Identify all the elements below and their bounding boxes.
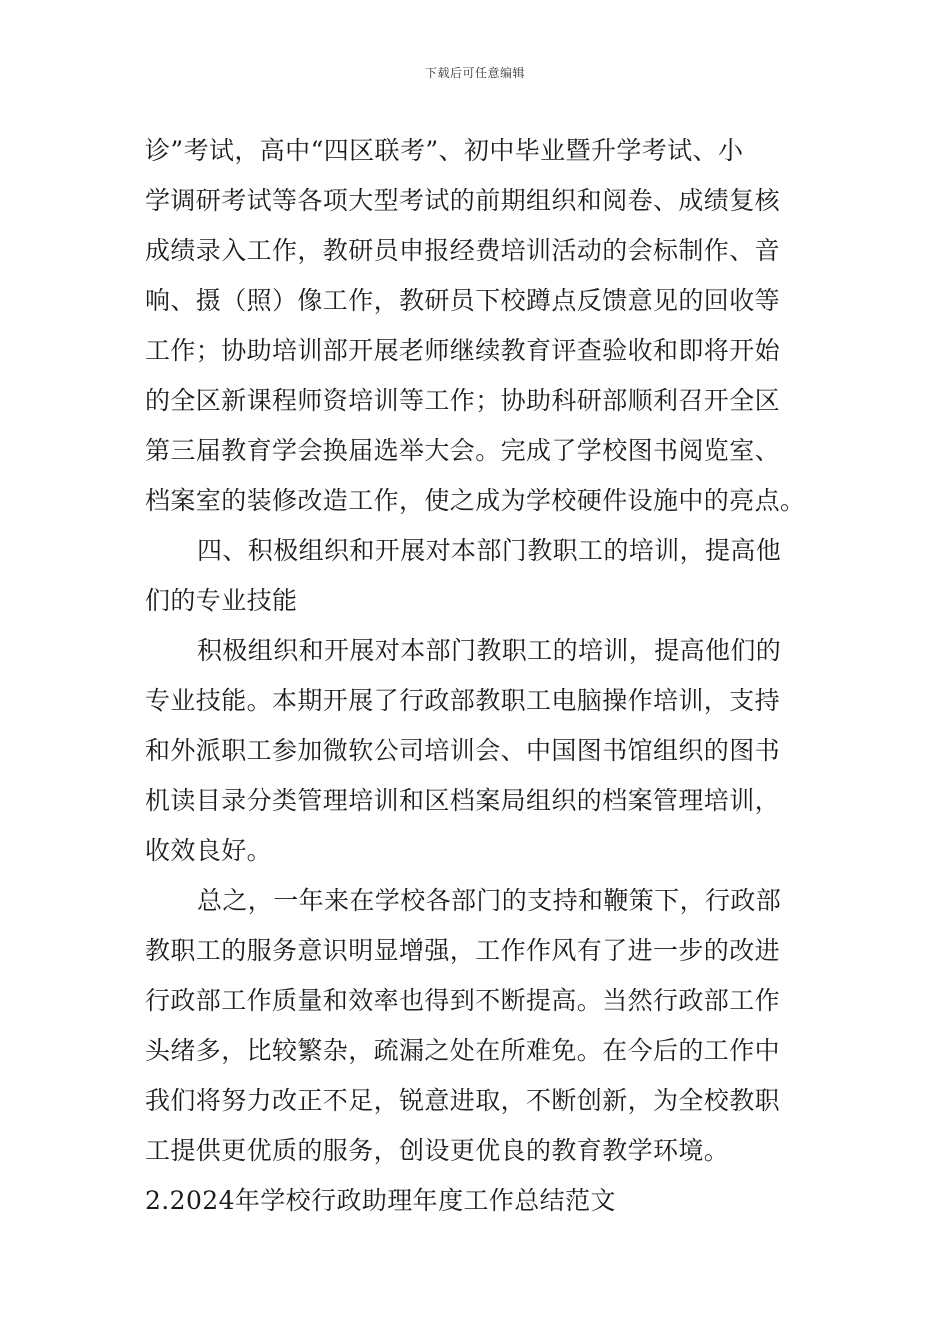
text-line: 收效良好。 — [145, 836, 273, 865]
text-line: 积极组织和开展对本部门教职工的培训，提高他们的 — [197, 636, 782, 665]
text-line: 档案室的装修改造工作，使之成为学校硬件设施中的亮点。 — [145, 486, 806, 515]
text-line: 专业技能。本期开展了行政部教职工电脑操作培训，支持 — [145, 686, 781, 715]
text-line: 的全区新课程师资培训等工作；协助科研部顺利召开全区 — [145, 386, 781, 415]
text-line: 成绩录入工作，教研员申报经费培训活动的会标制作、音 — [145, 236, 781, 265]
text-line: 总之，一年来在学校各部门的支持和鞭策下，行政部 — [197, 886, 782, 915]
text-line: 机读目录分类管理培训和区档案局组织的档案管理培训， — [145, 786, 781, 815]
section-heading-line: 四、积极组织和开展对本部门教职工的培训，提高他 — [197, 536, 782, 565]
section-heading-line: 们的专业技能 — [145, 586, 298, 615]
text-line: 学调研考试等各项大型考试的前期组织和阅卷、成绩复核 — [145, 186, 781, 215]
text-line: 响、摄（照）像工作，教研员下校蹲点反馈意见的回收等 — [145, 286, 781, 315]
document-body — [145, 126, 807, 1226]
text-line: 和外派职工参加微软公司培训会、中国图书馆组织的图书 — [145, 736, 781, 765]
text-line: 头绪多，比较繁杂，疏漏之处在所难免。在今后的工作中 — [145, 1036, 781, 1065]
text-line: 工提供更优质的服务，创设更优良的教育教学环境。 — [145, 1136, 730, 1165]
text-line: 第三届教育学会换届选举大会。完成了学校图书阅览室、 — [145, 436, 781, 465]
text-line: 教职工的服务意识明显增强，工作作风有了进一步的改进 — [145, 936, 781, 965]
text-line: 诊”考试，高中“四区联考”、初中毕业暨升学考试、小 — [145, 136, 744, 165]
text-line: 我们将努力改正不足，锐意进取，不断创新，为全校教职 — [145, 1086, 781, 1115]
page-header: 下载后可任意编辑 — [424, 66, 525, 80]
article-title-line: 2.2024年学校行政助理年度工作总结范文 — [145, 1186, 616, 1215]
text-line: 工作；协助培训部开展老师继续教育评查验收和即将开始 — [145, 336, 781, 365]
text-line: 行政部工作质量和效率也得到不断提高。当然行政部工作 — [145, 986, 781, 1015]
